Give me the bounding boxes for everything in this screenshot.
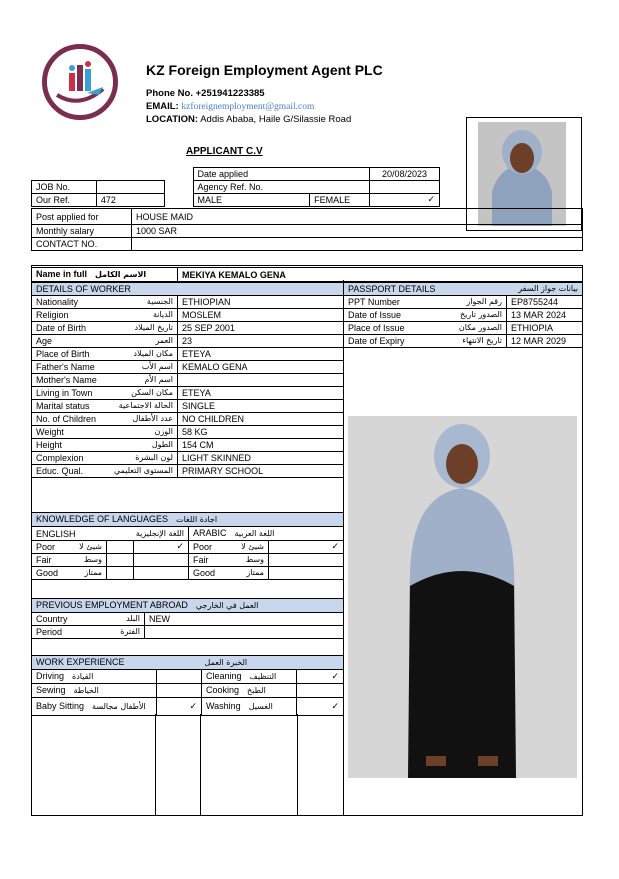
worker-field-label: No. of Children عدد الأطفال	[32, 413, 178, 426]
job-no-value	[96, 181, 164, 194]
contact-label: CONTACT NO.	[32, 238, 132, 251]
english-level-check: ✓	[134, 541, 189, 554]
job-no-label: JOB No.	[32, 181, 97, 194]
arabic-level-label: Poor شيئ لا	[189, 541, 269, 554]
location-line: LOCATION: Addis Ababa, Haile G/Silassie Road	[146, 114, 352, 125]
name-value: MEKIYA KEMALO GENA	[178, 268, 583, 282]
worker-field-label: Mother's Name اسم الأم	[32, 374, 178, 387]
male-label: MALE	[193, 194, 310, 207]
arabic-header: ARABIC اللغة العربية	[189, 527, 344, 541]
worker-field-value: NO CHILDREN	[178, 413, 344, 426]
period-value	[145, 626, 344, 639]
exp-col-line-3	[297, 714, 298, 816]
experience-check-right: ✓	[297, 670, 344, 684]
passport-field-value: 13 MAR 2024	[507, 309, 583, 322]
experience-row	[32, 698, 344, 716]
worker-details-table	[31, 282, 344, 478]
worker-field-value: 154 CM	[178, 439, 344, 452]
experience-skill-left: Baby Sitting الأطفال مجالسة	[32, 698, 157, 716]
phone-line: Phone No. +251941223385	[146, 88, 265, 99]
worker-field-value: LIGHT SKINNED	[178, 452, 344, 465]
languages-table	[31, 512, 344, 580]
previous-employment-table	[31, 598, 344, 639]
previous-section-header: PREVIOUS EMPLOYMENT ABROAD العمل في الخارجي	[32, 599, 344, 613]
language-row	[32, 567, 344, 580]
language-row	[32, 541, 344, 554]
worker-field-label: Complexion لون البشرة	[32, 452, 178, 465]
cv-title: APPLICANT C.V	[186, 146, 263, 157]
post-value: HOUSE MAID	[132, 209, 583, 225]
worker-field-value: 25 SEP 2001	[178, 322, 344, 335]
worker-row	[32, 374, 344, 387]
worker-row	[32, 348, 344, 361]
experience-check-right: ✓	[297, 698, 344, 716]
country-label: Country البلد	[32, 613, 145, 626]
contact-value	[132, 238, 583, 251]
salary-label: Monthly salary	[32, 225, 132, 238]
worker-field-value: PRIMARY SCHOOL	[178, 465, 344, 478]
female-label: FEMALE	[310, 194, 370, 207]
worker-row	[32, 400, 344, 413]
experience-row	[32, 684, 344, 698]
arabic-level-label: Fair وسط	[189, 554, 269, 567]
arabic-level-check	[269, 554, 344, 567]
passport-field-value: EP8755244	[507, 296, 583, 309]
languages-section-header: KNOWLEDGE OF LANGUAGES اجادة اللغات	[32, 513, 344, 527]
worker-section-header: DETAILS OF WORKER	[32, 283, 344, 296]
worker-field-value: ETEYA	[178, 348, 344, 361]
exp-col-line-1	[155, 714, 156, 816]
worker-field-value: MOSLEM	[178, 309, 344, 322]
arabic-level-check	[269, 567, 344, 580]
worker-field-label: Place of Birth مكان الميلاد	[32, 348, 178, 361]
passport-row	[344, 322, 583, 335]
salary-value: 1000 SAR	[132, 225, 583, 238]
arabic-level-label: Good ممتاز	[189, 567, 269, 580]
worker-row	[32, 465, 344, 478]
name-table	[31, 267, 583, 282]
experience-skill-right: Washing الغسيل	[202, 698, 297, 716]
passport-field-value: 12 MAR 2029	[507, 335, 583, 348]
exp-col-line-2	[200, 714, 201, 816]
worker-row	[32, 309, 344, 322]
worker-field-value: ETHIOPIAN	[178, 296, 344, 309]
name-label: Name in full الاسم الكامل	[32, 268, 178, 282]
agency-ref-value	[370, 181, 440, 194]
experience-skill-left: Sewing الخياطة	[32, 684, 157, 698]
english-level-check	[134, 554, 189, 567]
agency-ref-label: Agency Ref. No.	[193, 181, 370, 194]
worker-field-label: Weight الوزن	[32, 426, 178, 439]
top-info-table	[31, 167, 440, 207]
applicant-photo-full	[348, 416, 577, 778]
passport-row	[344, 335, 583, 348]
worker-row	[32, 387, 344, 400]
worker-field-value: ETEYA	[178, 387, 344, 400]
english-level-label: Fair وسط	[32, 554, 107, 567]
experience-section-header: WORK EXPERIENCE الخبرة العمل	[32, 656, 344, 670]
country-value: NEW	[145, 613, 344, 626]
worker-row	[32, 335, 344, 348]
email-line: EMAIL: kzforeignemployment@gmail.com	[146, 101, 315, 112]
our-ref-value: 472	[96, 194, 164, 207]
passport-section-header: PASSPORT DETAILS بيانات جواز السفر	[344, 283, 583, 296]
worker-field-label: Father's Name اسم الأب	[32, 361, 178, 374]
passport-field-label: Date of Expiry تاريخ الانتهاء	[344, 335, 507, 348]
our-ref-label: Our Ref.	[32, 194, 97, 207]
experience-check-left	[157, 684, 202, 698]
experience-skill-right: Cleaning التنظيف	[202, 670, 297, 684]
worker-row	[32, 439, 344, 452]
worker-row	[32, 361, 344, 374]
passport-details-table	[343, 282, 583, 348]
worker-field-value: 58 KG	[178, 426, 344, 439]
worker-row	[32, 413, 344, 426]
worker-row	[32, 296, 344, 309]
worker-field-label: Age العمر	[32, 335, 178, 348]
worker-field-label: Nationality الجنسية	[32, 296, 178, 309]
post-label: Post applied for	[32, 209, 132, 225]
worker-row	[32, 426, 344, 439]
female-check: ✓	[370, 194, 440, 207]
passport-row	[344, 296, 583, 309]
english-header: ENGLISH اللغة الإنجليزية	[32, 527, 189, 541]
worker-field-value: SINGLE	[178, 400, 344, 413]
passport-field-value: ETHIOPIA	[507, 322, 583, 335]
worker-field-value: KEMALO GENA	[178, 361, 344, 374]
work-experience-table	[31, 655, 344, 716]
date-applied-value: 20/08/2023	[370, 168, 440, 181]
passport-field-label: PPT Number رقم الجواز	[344, 296, 507, 309]
worker-field-value	[178, 374, 344, 387]
company-logo	[42, 44, 118, 120]
company-name: KZ Foreign Employment Agent PLC	[146, 62, 383, 78]
date-applied-label: Date applied	[193, 168, 370, 181]
post-table	[31, 208, 583, 251]
passport-row	[344, 309, 583, 322]
worker-field-label: Educ. Qual. المستوى التعليمي	[32, 465, 178, 478]
experience-check-left	[157, 670, 202, 684]
english-level-label: Poor شيئ لا	[32, 541, 107, 554]
english-level-check	[134, 567, 189, 580]
language-row	[32, 554, 344, 567]
worker-row	[32, 322, 344, 335]
passport-field-label: Place of Issue الصدور مكان	[344, 322, 507, 335]
period-label: Period الفترة	[32, 626, 145, 639]
experience-check-left: ✓	[157, 698, 202, 716]
arabic-level-check: ✓	[269, 541, 344, 554]
worker-field-label: Living in Town مكان السكن	[32, 387, 178, 400]
english-level-label: Good ممتاز	[32, 567, 107, 580]
experience-row	[32, 670, 344, 684]
email-link[interactable]: kzforeignemployment@gmail.com	[181, 102, 315, 112]
worker-row	[32, 452, 344, 465]
experience-skill-left: Driving القيادة	[32, 670, 157, 684]
experience-skill-right: Cooking الطبخ	[202, 684, 297, 698]
worker-field-label: Date of Birth تاريخ الميلاد	[32, 322, 178, 335]
worker-field-label: Religion الديانة	[32, 309, 178, 322]
passport-field-label: Date of Issue الصدور تاريخ	[344, 309, 507, 322]
worker-field-label: Height الطول	[32, 439, 178, 452]
experience-check-right	[297, 684, 344, 698]
worker-field-value: 23	[178, 335, 344, 348]
worker-field-label: Marital status الحالة الاجتماعية	[32, 400, 178, 413]
